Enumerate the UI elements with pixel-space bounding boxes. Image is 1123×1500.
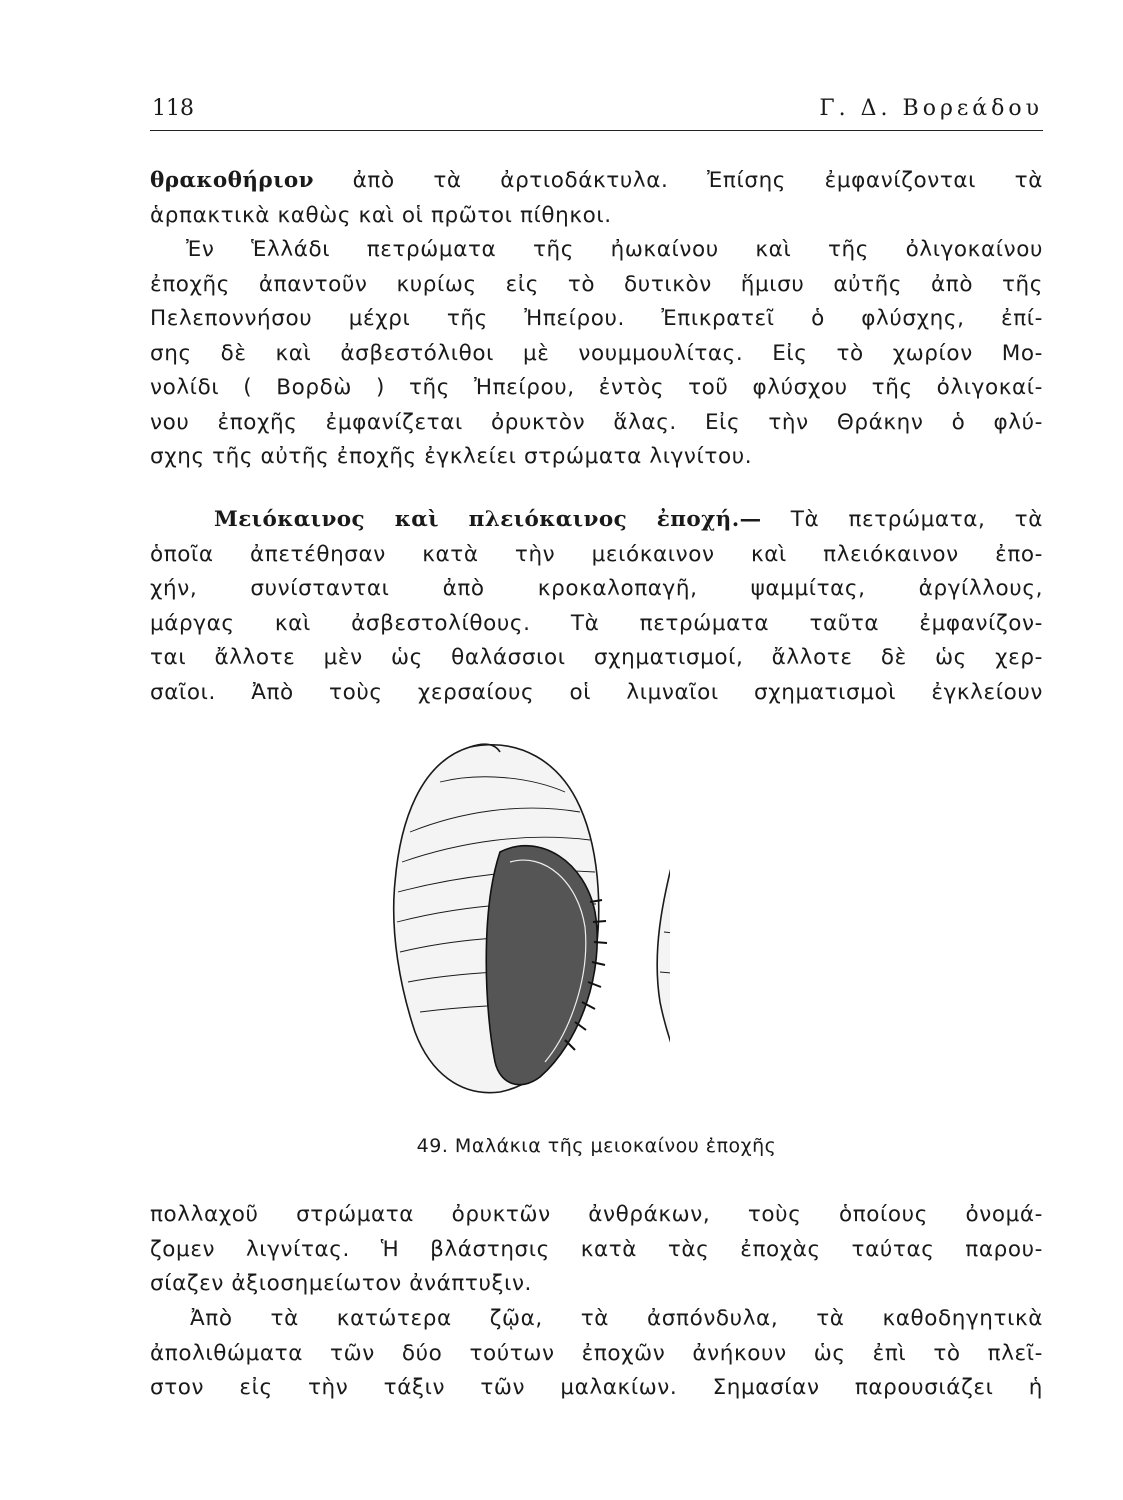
text-line xyxy=(150,503,1043,538)
text-line: σχης τῆς αὐτῆς ἐποχῆς ἐγκλείει στρώματα λιγνίτου. xyxy=(150,444,753,469)
text-span: Τὰ πετρώματα, τὰ xyxy=(761,507,1043,532)
text-line: σαῖοι. Ἀπὸ τοὺς χερσαίους οἱ λιμναῖοι σχηματισμοὶ ἐγκλείουν xyxy=(150,679,1043,705)
right-shell xyxy=(657,722,670,1125)
text-span: ἀπὸ τὰ ἀρτιοδάκτυλα. Ἐπίσης ἐμφανίζονται τὰ xyxy=(313,168,1043,193)
section-heading: Μειόκαινος καὶ πλειόκαινος ἐποχή.— xyxy=(214,507,762,532)
figure-caption: 49. Μαλάκια τῆς μειοκαίνου ἐποχῆς xyxy=(416,1135,777,1157)
paragraph-4 xyxy=(150,1198,1043,1302)
text-line xyxy=(150,164,1043,199)
paragraph-1 xyxy=(150,164,1043,233)
text-line: πολλαχοῦ στρώματα ὀρυκτῶν ἀνθράκων, τοὺς ὁποίους ὀνομά- xyxy=(150,1202,1043,1227)
text-line: ἐποχῆς ἀπαντοῦν κυρίως εἰς τὸ δυτικὸν ἥμισυ αὐτῆς ἀπὸ τῆς xyxy=(150,271,1043,297)
shells-illustration xyxy=(350,712,670,1132)
left-shell xyxy=(394,744,607,1092)
text-line: ὁποῖα ἀπετέθησαν κατὰ τὴν μειόκαινον καὶ πλειόκαινον ἐπο- xyxy=(150,541,1043,567)
text-line: σίαζεν ἀξιοσημείωτον ἀνάπτυξιν. xyxy=(150,1271,532,1296)
term-bold: θρακοθήριον xyxy=(150,168,314,193)
text-line: Ἀπὸ τὰ κατώτερα ζῷα, τὰ ἀσπόνδυλα, τὰ καθοδηγητικὰ xyxy=(190,1306,1043,1331)
paragraph-5 xyxy=(150,1302,1043,1406)
text-line: Πελεποννήσου μέχρι τῆς Ἠπείρου. Ἐπικρατεῖ ὁ φλύσχης, ἐπί- xyxy=(150,306,1043,331)
text-line: σης δὲ καὶ ἀσβεστόλιθοι μὲ νουμμουλίτας. Εἰς τὸ χωρίον Μο- xyxy=(150,340,1043,366)
page-header xyxy=(150,96,1043,131)
figure-shells xyxy=(350,712,670,1132)
text-line: ζομεν λιγνίτας. Ἡ βλάστησις κατὰ τὰς ἐποχὰς ταύτας παρου- xyxy=(150,1236,1043,1262)
text-line: νου ἐποχῆς ἐμφανίζεται ὀρυκτὸν ἅλας. Εἰς τὴν Θράκην ὁ φλύ- xyxy=(150,409,1043,435)
text-line: ἀπολιθώματα τῶν δύο τούτων ἐποχῶν ἀνήκουν ὡς ἐπὶ τὸ πλεῖ- xyxy=(150,1340,1043,1366)
text-line: χήν, συνίστανται ἀπὸ κροκαλοπαγῆ, ψαμμίτας, ἀργίλλους, xyxy=(150,576,1043,601)
paragraph-2 xyxy=(150,233,1043,475)
text-line: μάργας καὶ ἀσβεστολίθους. Τὰ πετρώματα ταῦτα ἐμφανίζον- xyxy=(150,610,1043,636)
text-line: ἁρπακτικὰ καθὼς καὶ οἱ πρῶτοι πίθηκοι. xyxy=(150,202,612,228)
running-head: Γ. Δ. Βορεάδου xyxy=(819,96,1043,121)
paragraph-3 xyxy=(150,503,1043,710)
text-line: στον εἰς τὴν τάξιν τῶν μαλακίων. Σημασίαν παρουσιάζει ἡ xyxy=(150,1375,1043,1400)
text-line: ται ἄλλοτε μὲν ὡς θαλάσσιοι σχηματισμοί, ἄλλοτε δὲ ὡς χερ- xyxy=(150,645,1043,670)
text-line: Ἐν Ἑλλάδι πετρώματα τῆς ἠωκαίνου καὶ τῆς ὀλιγοκαίνου xyxy=(186,237,1043,262)
text-line: νολίδι ( Βορδὼ ) τῆς Ἠπείρου, ἐντὸς τοῦ φλύσχου τῆς ὀλιγοκαί- xyxy=(150,375,1043,400)
page-number: 118 xyxy=(152,96,194,121)
